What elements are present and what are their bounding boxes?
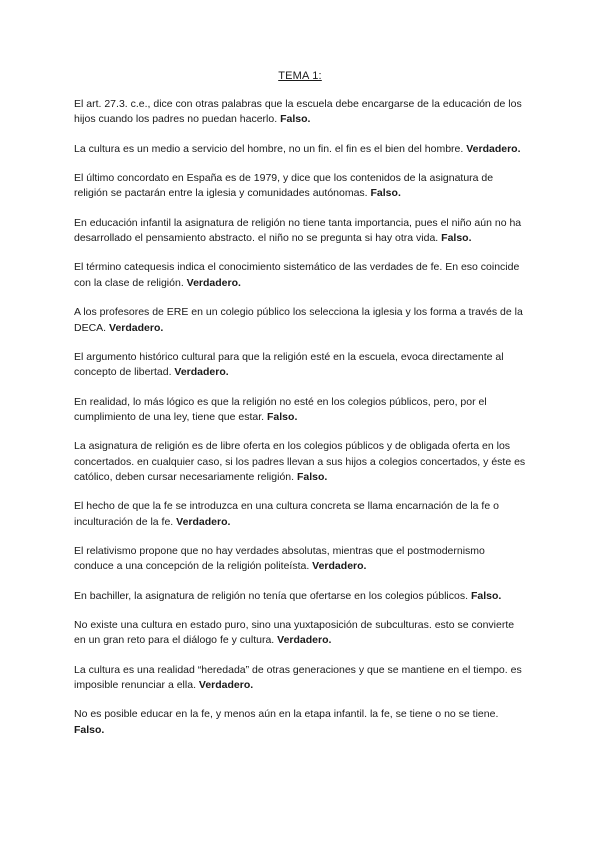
statement-text: El art. 27.3. c.e., dice con otras palabras que la escuela debe encargarse de la educación de los hijos cuando los padres no puedan hacerlo. [74,98,522,126]
statement-verdict: Falso. [370,187,401,200]
statement-text: No es posible educar en la fe, y menos aún en la etapa infantil. la fe, se tiene o no se tiene. [74,708,499,721]
statement-verdict: Verdadero. [277,634,332,647]
statement-text: En educación infantil la asignatura de religión no tiene tanta importancia, pues el niño aún no ha desarrollado el pensamiento abstracto. el niño no se pregunta si hay otra vida. [74,216,522,245]
statement-item [74,589,526,604]
statement-text: La asignatura de religión es de libre oferta en los colegios públicos y de obligada oferta en los concertados. en cualquier caso, si los padres llevan a sus hijos a colegios concertados, y éste es católico, deben cursar necesariamente religión. [74,440,526,484]
statement-text: El hecho de que la fe se introduzca en una cultura concreta se llama encarnación de la fe o inculturación de la fe. [74,500,499,528]
statement-text: En realidad, lo más lógico es que la religión no esté en los colegios públicos, pero, por el cumplimiento de una ley, tiene que estar. [74,395,487,423]
statement-verdict: Falso. [441,232,472,245]
statement-item [74,663,526,694]
statement-verdict: Verdadero. [174,366,229,379]
statement-verdict: Falso. [296,471,328,484]
statement-item [74,305,526,336]
statement-text: La cultura es una realidad “heredada” de otras generaciones y que se mantiene en el tiempo. es imposible renunciar a ella. [74,663,522,692]
statement-item [74,707,526,738]
statement-text: La cultura es un medio a servicio del hombre, no un fin. el fin es el bien del hombre. [74,142,464,155]
statement-item [74,499,526,530]
statement-verdict: Falso. [267,410,298,423]
statement-item [74,350,526,381]
statement-text: En bachiller, la asignatura de religión no tenía que ofertarse en los colegios públicos. [74,589,469,602]
statement-text: A los profesores de ERE en un colegio público los selecciona la iglesia y los forma a través de la DECA. [74,306,523,334]
page-title: TEMA 1: [278,70,322,82]
statement-item [74,544,526,575]
statement-item [74,395,526,426]
statement-verdict: Falso. [470,589,502,602]
statement-verdict: Verdadero. [312,560,367,573]
statement-item [74,171,526,202]
statement-verdict: Verdadero. [466,142,521,155]
statement-item [74,439,526,485]
statement-item [74,97,526,128]
statement-verdict: Falso. [280,113,311,126]
statement-verdict: Falso. [74,723,105,736]
statement-verdict: Verdadero. [198,679,254,692]
statement-text: No existe una cultura en estado puro, sino una yuxtaposición de subculturas. esto se convierte en un gran reto para el diálogo fe y cultura. [74,619,515,647]
statement-verdict: Verdadero. [176,515,231,528]
statement-item [74,216,526,247]
statement-verdict: Verdadero. [109,321,164,334]
statement-text: El argumento histórico cultural para que la religión esté en la escuela, evoca directamente al concepto de libertad. [74,350,504,379]
statement-item [74,142,526,157]
statement-text: El último concordato en España es de 1979, y dice que los contenidos de la asignatura de religión se pactarán entre la iglesia y comunidades autónomas. [74,172,494,200]
statement-item [74,260,526,291]
statement-text: El relativismo propone que no hay verdades absolutas, mientras que el postmodernismo conduce a una concepción de la religión politeísta. [74,545,485,573]
statement-verdict: Verdadero. [186,276,241,289]
statement-text: El término catequesis indica el conocimiento sistemático de las verdades de fe. En eso coincide con la clase de religión. [74,261,520,289]
statement-item [74,618,526,649]
